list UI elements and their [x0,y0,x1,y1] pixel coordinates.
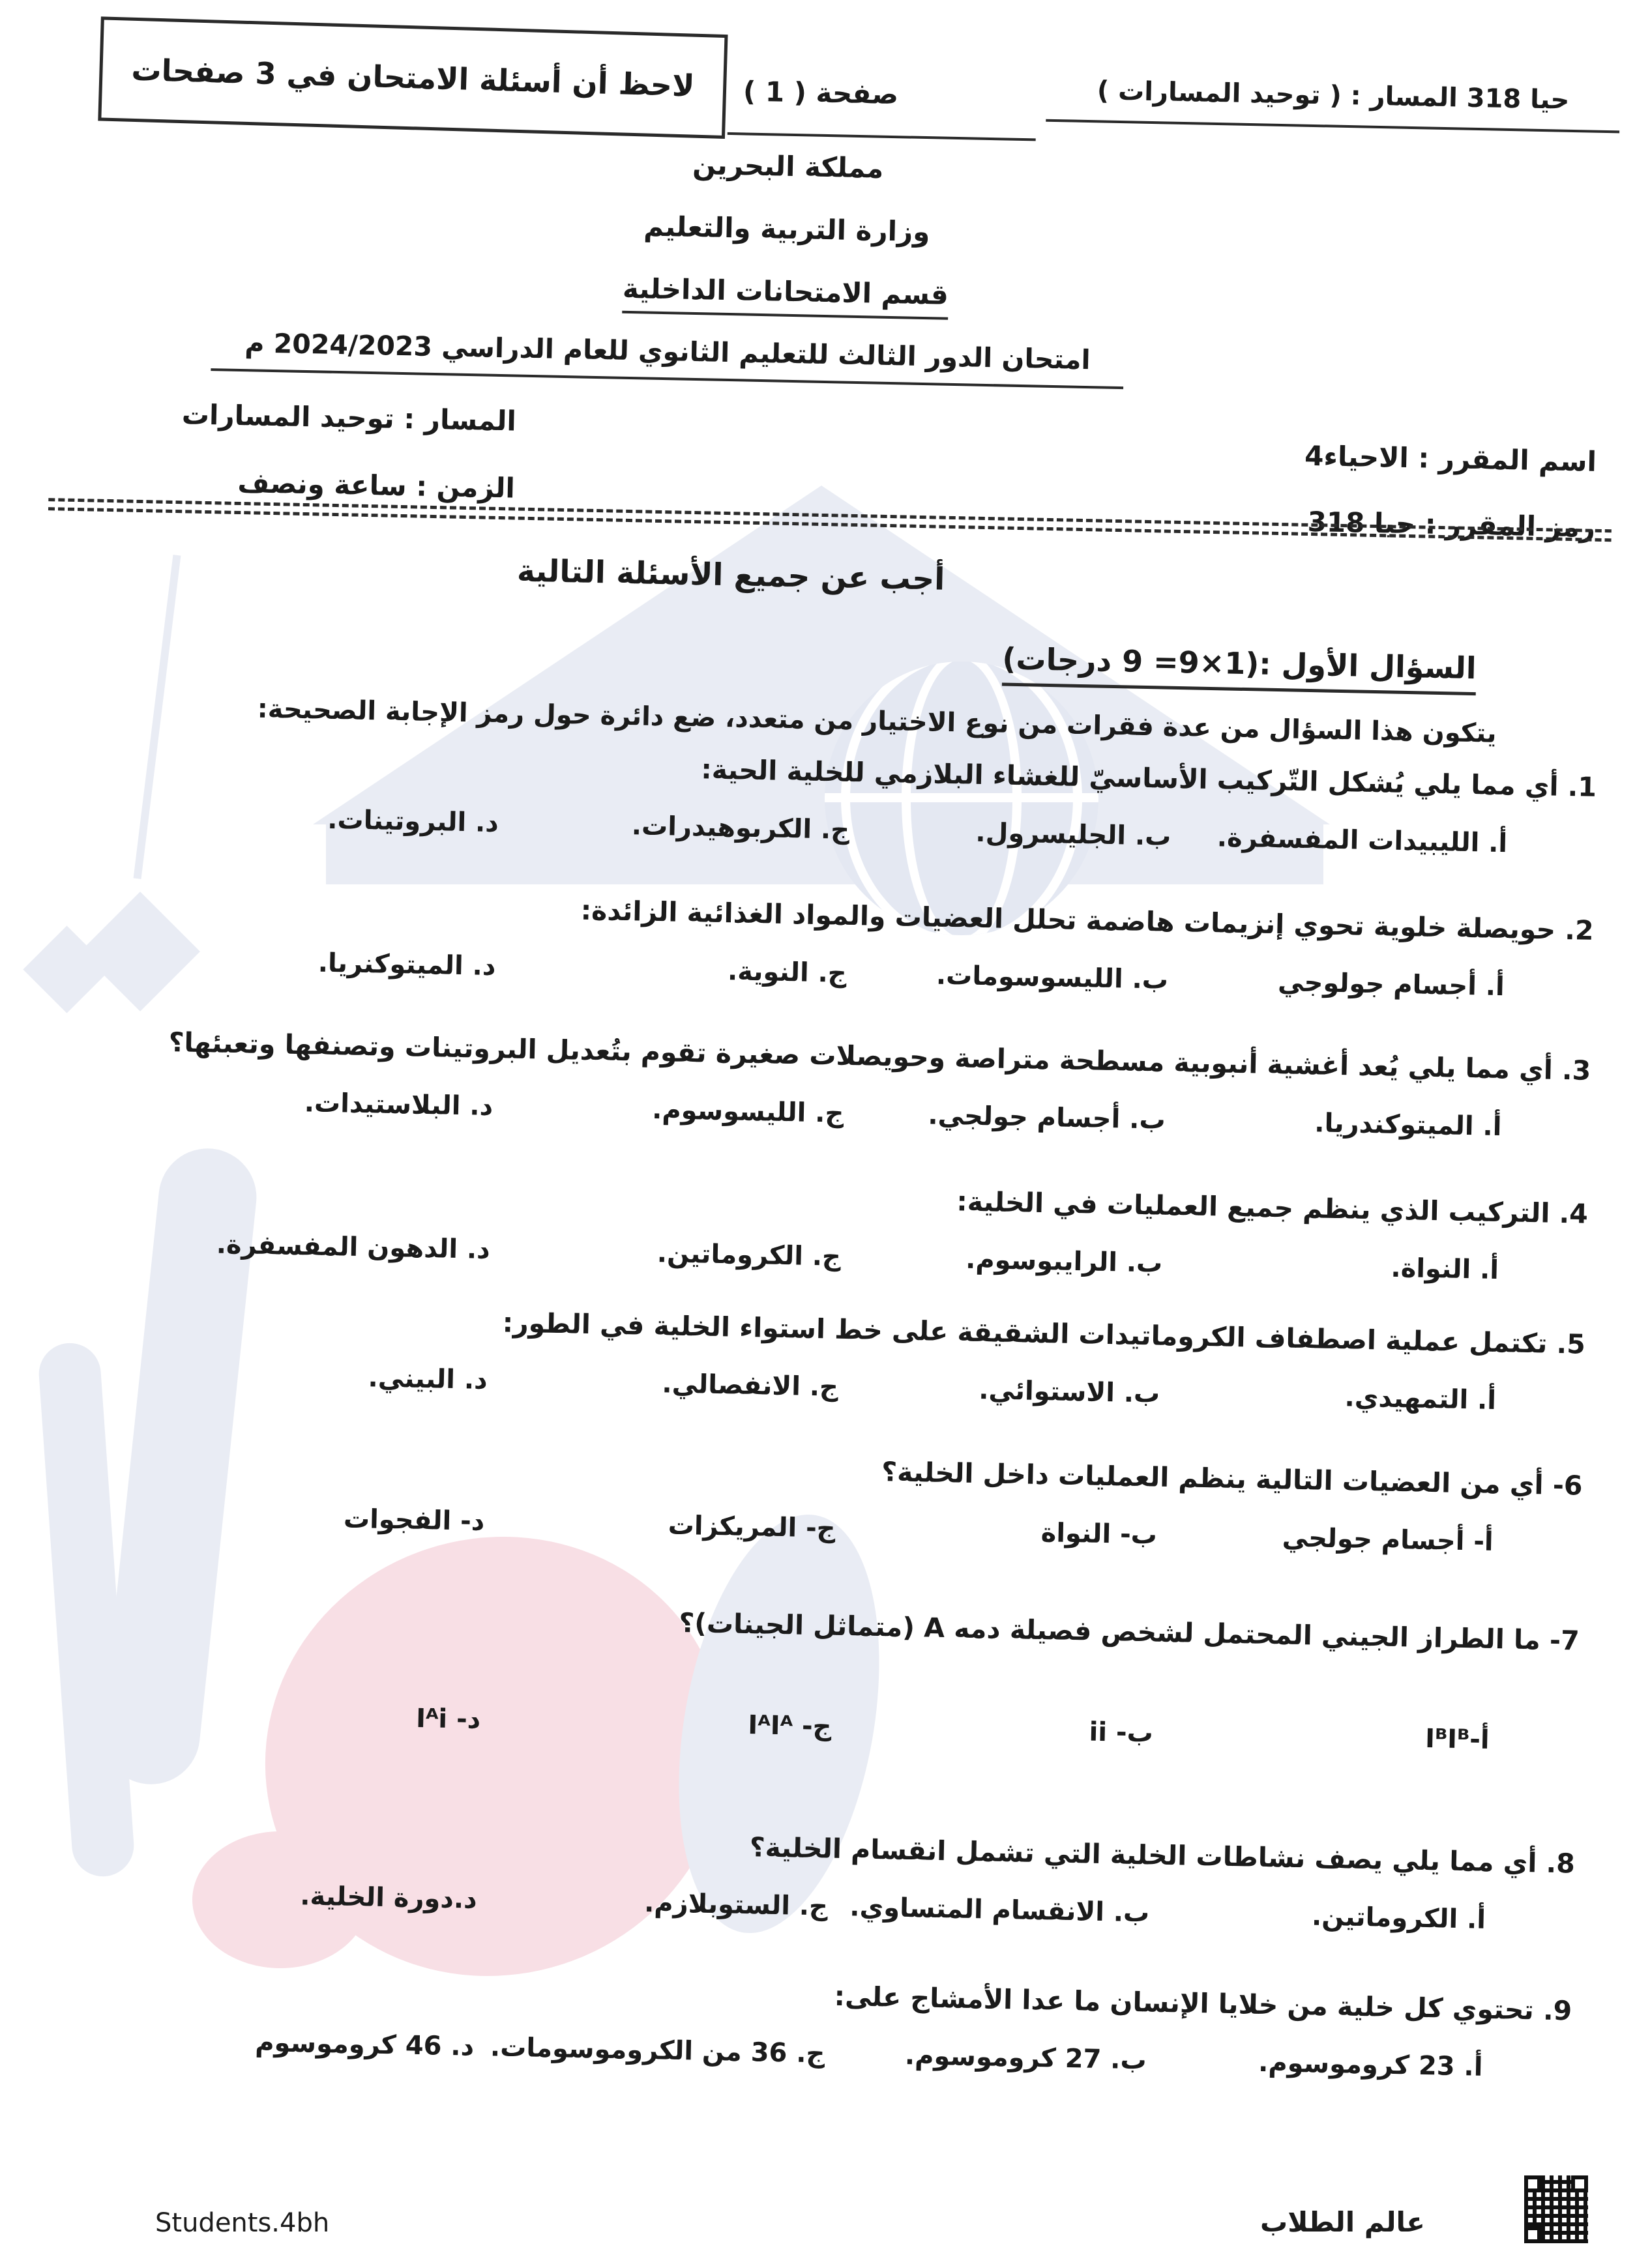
brand-right-label: عالم الطلاب [1260,2206,1425,2238]
question-2-text: 2. حويصلة خلوية تحوي إنزيمات هاضمة تحلل العضيات والمواد الغذائية الزائدة: [580,894,1594,946]
question-7-option-d: د- Iᴬi [415,1703,481,1735]
question-3-option-c: ج. الليسوسوم. [651,1094,844,1129]
question-1 [45,740,1597,860]
question-5 [34,1298,1585,1418]
question-6 [31,1439,1583,1559]
question-3-options [39,1083,1589,1144]
question-5-options [34,1356,1584,1418]
ministry-title: وزارة التربية والتعليم [643,210,930,248]
answer-all-heading: أجب عن جميع الأسئلة التالية [516,553,945,598]
question-4-option-a: أ. النواة. [1391,1253,1499,1286]
department-title: قسم الامتحانات الداخلية [17,260,1555,323]
question-9-option-c: ج. 36 من الكروموسومات. [490,2032,825,2069]
question-8 [23,1817,1575,1937]
question-2-option-b: ب. الليسوسومات. [935,960,1169,995]
question-7-options [27,1696,1578,1757]
question-3 [39,1024,1591,1144]
question-3-option-a: أ. الميتوكندريا. [1314,1108,1502,1142]
question-7 [27,1594,1580,1757]
question-9-option-d: د. 46 كروموسوم [254,2027,475,2062]
course-name: اسم المقرر : الاحياء4 [1304,439,1597,478]
question-4 [37,1167,1588,1287]
track-label: المسار : توحيد المسارات [181,398,517,437]
question-9-text: 9. تحتوي كل خلية من خلايا الإنسان ما عدا الأمشاج على: [834,1980,1572,2027]
question-1-option-b: ب. الجليسرول. [975,817,1171,852]
kingdom-title: مملكة البحرين [692,148,884,184]
question-6-text: 6- أي من العضيات التالية ينظم العمليات داخل الخلية؟ [881,1456,1583,1502]
question-4-option-c: ج. الكروماتين. [656,1238,842,1272]
question-5-option-a: أ. التمهيدي. [1344,1382,1497,1416]
question-7-option-c: ج- IᴬIᴬ [747,1710,832,1742]
question-5-option-c: ج. الانفصالي. [662,1369,839,1403]
duration-label: الزمن : ساعة ونصف [237,466,516,504]
question-8-option-b: ب. الانقسام المتساوي. [849,1892,1150,1928]
question-8-option-a: أ. الكروماتين. [1311,1901,1486,1935]
question-6-options [31,1498,1582,1559]
question-1-option-d: د. البروتينات. [327,804,499,839]
question-2-option-a: أ. أجسام جولوجي [1277,967,1505,1002]
page-number-label: صفحة ( 1 ) [743,75,899,111]
pages-note-box: لاحظ أن أسئلة الامتحان في 3 صفحات [98,16,728,139]
question-3-option-d: د. البلاستيدات. [304,1088,493,1122]
question-8-option-c: ج. الستوبلازم. [643,1887,829,1922]
question-4-text: 4. التركيب الذي ينظم جميع العمليات في الخلية: [956,1185,1589,1230]
question-2 [42,884,1594,1004]
question-one-heading: السؤال الأول :(1×9= 9 درجات) [1002,641,1477,696]
question-7-option-b: ب- ii [1089,1717,1154,1749]
question-9-options [20,2023,1570,2084]
question-5-option-b: ب. الاستوائي. [978,1375,1160,1409]
question-1-text: 1. أي مما يلي يُشكل التّركيب الأساسيّ للغشاء البلازمي للخلية الحية: [700,753,1597,803]
header-rule [728,132,1036,141]
question-2-option-d: د. الميتوكنريا. [317,948,496,982]
question-3-option-b: ب. أجسام جولجي. [928,1100,1166,1135]
question-9-option-b: ب. 27 كروموسوم. [904,2040,1147,2076]
question-6-option-a: أ- أجسام جولجي [1282,1522,1494,1557]
question-9-option-a: أ. 23 كروموسوم. [1258,2047,1483,2082]
question-9 [20,1964,1572,2084]
qr-code [1524,2175,1588,2243]
question-2-option-c: ج. النوية. [727,956,847,989]
question-4-option-d: د. الدهون المفسفرة. [216,1229,491,1265]
course-code: رمز المقرر : حيا 318 [1307,505,1596,544]
question-3-text: 3. أي مما يلي يُعد أغشية أنبوبية مسطحة متراصة وحويصلات صغيرة تقوم بتُعديل البروتينات وتصنفها وتعبئها؟ [168,1026,1591,1086]
question-1-option-c: ج. الكربوهيدرات. [631,811,850,845]
question-2-options [42,942,1593,1004]
question-8-options [23,1876,1574,1937]
question-4-option-b: ب. الرايبوسوم. [965,1244,1163,1279]
question-8-option-d: د.دورة الخلية. [299,1881,478,1915]
question-4-options [37,1226,1587,1287]
question-1-option-a: أ. الليبيدات المفسفرة. [1216,822,1508,859]
question-1-options [45,799,1595,860]
question-6-option-c: ج- المريكزات [668,1510,836,1544]
course-track-header: حيا 318 المسار : ( توحيد المسارات ) [1046,75,1620,134]
question-5-option-d: د. البيني. [368,1363,488,1395]
question-5-text: 5. تكتمل عملية اصطفاف الكروماتيدات الشقيقة على خط استواء الخلية في الطور: [502,1307,1586,1360]
brand-left-label: Students.4bh [155,2208,330,2238]
question-6-option-b: ب- النواة [1040,1518,1158,1550]
mcq-instruction: يتكون هذا السؤال من عدة فقرات من نوع الاختيار من متعدد، ضع دائرة حول رمز الإجابة الصحيحة: [257,693,1497,749]
question-8-text: 8. أي مما يلي يصف نشاطات الخلية التي تشمل انقسام الخلية؟ [749,1831,1576,1880]
question-7-text: 7- ما الطراز الجيني المحتمل لشخص فصيلة دمه A (متماثل الجينات)؟ [679,1606,1580,1657]
exam-title: امتحان الدور الثالث للتعليم الثانوي للعام الدراسي 2024/2023 م [211,327,1124,389]
question-7-option-a: أ-IᴮIᴮ [1424,1723,1490,1755]
question-6-option-d: د- الفجوات [343,1504,485,1537]
